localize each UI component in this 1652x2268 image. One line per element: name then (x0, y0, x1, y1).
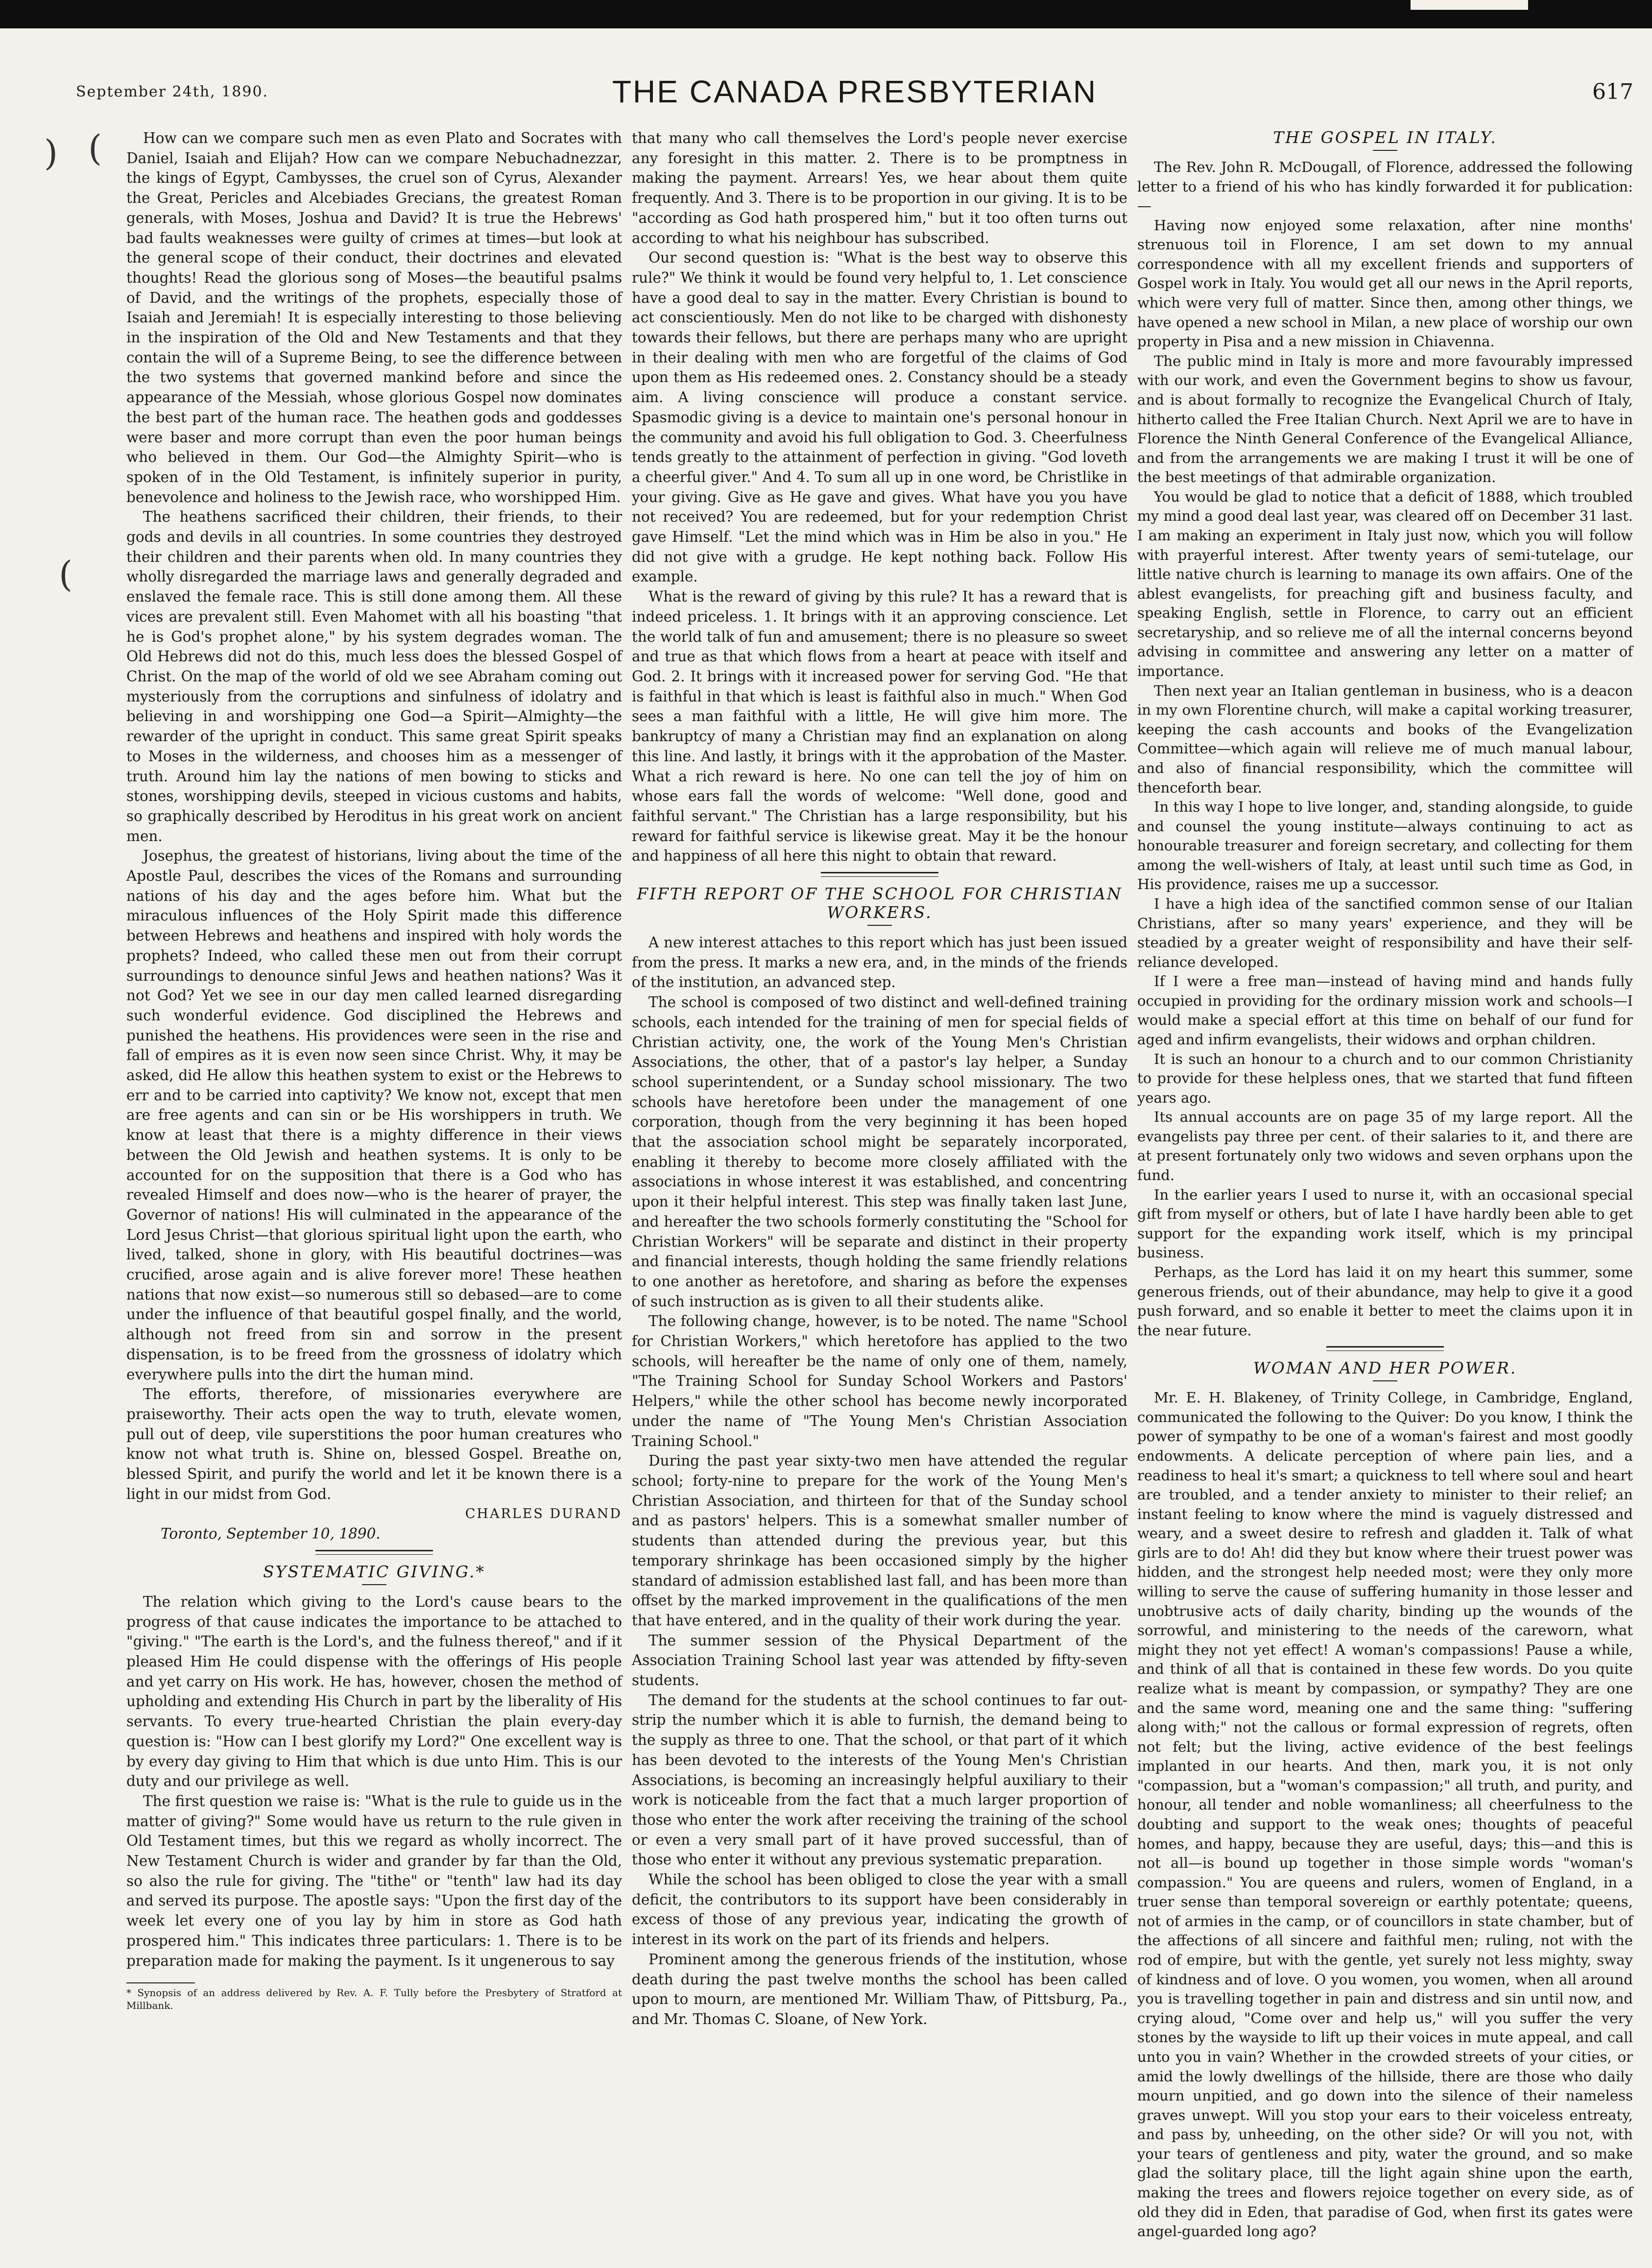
paragraph: Prominent among the generous friends of the institution, whose death during the past twelve months the school has been called upon to mourn, are mentioned Mr. William Thaw, of Pittsburg, Pa., and Mr. Thomas C. Sloane, of New York. (632, 1951, 1127, 2027)
dateline: Toronto, September 10, 1890. (161, 1525, 381, 1543)
paragraph: The heathens sacrificed their children, their friends, to their gods and devils in all countries. In some countries they destroyed their children and their parents when old. In many countries they wholly disregarded the marriage laws and generally degraded and enslaved the female race. This is still done among them. All these vices are prevalent still. Even Mahomet with all his boasting "that he is God's prophet alone," by his system degrades woman. The Old Hebrews did not do this, much less does the blessed Gospel of Christ. On the map of the world of old we see Abraham coming out mysteriously from the corruptions and sinfulness of idolatry and believing in and worshipping one God—a Spirit—Almighty—the rewarder of the upright in conduct. This same great Spirit speaks to Moses in the wilderness, and chooses him as a messenger of truth. Around him lay the nations of men bowing to sticks and stones, worshipping devils, steeped in vicious customs and habits, so graphically described by Heroditus in his great work on ancient men. (126, 508, 622, 844)
page-number: 617 (1592, 79, 1633, 104)
paragraph: The school is composed of two distinct and well-defined training schools, each intended for the training of men for special fields of Christian activity, one, the work of the Young Men's Christian Associations, the other, that of a pastor's lay helper, a Sunday school superintendent, or a Sunday school missionary. The two schools have heretofore been under the management of one corporation, though from the very beginning it has been hoped that the association school might be separately incorporated, enabling it thereby to become more closely affiliated with the associations in whose interest it was established, and concentring upon it their helpful interest. This step was finally taken last June, and hereafter the two schools formerly constituting the "School for Christian Workers" will be separate and distinct in their property and financial interests, though holding the same friendly relations to one another as heretofore, and sharing as before the expenses of such instruction as is given to all their students alike. (632, 994, 1127, 1310)
paragraph: The summer session of the Physical Department of the Association Training School last year was attended by fifty-seven students. (632, 1632, 1127, 1689)
heading-rule (362, 1584, 386, 1585)
section-divider (821, 872, 938, 877)
column-3 (1137, 128, 1633, 2242)
article-heading: SYSTEMATIC GIVING.* (263, 1562, 485, 1581)
paragraph: A new interest attaches to this report which has just been issued from the press. It marks a new era, and, in the minds of the friends of the institution, an advanced step. (632, 934, 1127, 991)
paragraph: In this way I hope to live longer, and, standing alongside, to guide and counsel the young institute—always continuing to act as honourable treasurer and foreign secretary, and collecting for them among the well-wishers of Italy, at least until such time as God, in His providence, raises me up a successor. (1137, 798, 1633, 893)
paragraph: Having now enjoyed some relaxation, after nine months' strenuous toil in Florence, I am set down to my annual correspondence with all my excellent friends and supporters of Gospel work in Italy. You would get all our news in the April reports, which were very full of matter. Since then, among other things, we have opened a new school in Milan, a new place of worship our own property in Pisa and a new mission in Chiavenna. (1137, 217, 1633, 350)
paragraph: In the earlier years I used to nurse it, with an occasional special gift from myself or others, but of late I have hardly been able to get support for the expanding work itself, which is my principal business. (1137, 1186, 1633, 1261)
paragraph: The first question we raise is: "What is the rule to guide us in the matter of giving?" Some would have us return to the rule given in Old Testament times, but this we regard as wholly incorrect. The New Testament Church is wider and grander by far than the Old, so also the rule for giving. The "tithe" or "tenth" law had its day and served its purpose. The apostle says: "Upon the first day of the week let every one of you lay by him in store as God hath prospered him." This indicates three particulars: 1. There is to be preparation made for making the payment. Is it ungenerous to say (126, 1792, 622, 1969)
heading-rule (1373, 1380, 1397, 1381)
paragraph: During the past year sixty-two men have attended the regular school; forty-nine to prepare for the work of the Young Men's Christian Association, and thirteen for that of the Sunday school and as pastors' helpers. This is a somewhat smaller number of students than attended during the previous year, but this temporary shrinkage has been occasioned simply by the higher standard of admission established last fall, and has been more than offset by the marked improvement in the qualifications of the men that have entered, and in the quality of their work during the year. (632, 1452, 1127, 1629)
paragraph: You would be glad to notice that a deficit of 1888, which troubled my mind a good deal last year, was cleared off on December 31 last. I am making an experiment in Italy just now, which you will follow with prayerful interest. After twenty years of semi-tutelage, our little native church is learning to manage its own affairs. One of the ablest evangelists, for preaching gift and business faculty, and speaking English, settle in Florence, to carry out an efficient secretaryship, and so relieve me of all the internal concerns beyond advising in committee and answering any letter on a matter of importance. (1137, 488, 1633, 680)
paragraph: While the school has been obliged to close the year with a small deficit, the contributors to its support have been considerably in excess of those of any previous year, indicating the growth of interest in its work on the part of its friends and helpers. (632, 1871, 1127, 1948)
paragraph: What is the reward of giving by this rule? It has a reward that is indeed priceless. 1. It brings with it an approving conscience. Let the world talk of fun and amusement; there is no pleasure so sweet and true as that which flows from a heart at peace with itself and God. 2. It brings with it increased power for serving God. "He that is faithful in that which is least is faithful also in much." When God sees a man faithful with a little, He will give him more. The bankruptcy of many a Christian may find an explanation on along this line. And lastly, it brings with it the approbation of the Master. What a rich reward is here. No one can tell the joy of him on whose ears fall the words of welcome: "Well done, good and faithful servant." The Christian has a large responsibility, but his reward for faithful service is likewise great. May it be the honour and happiness of all here this night to obtain that reward. (632, 588, 1127, 865)
paragraph: The efforts, therefore, of missionaries everywhere are praiseworthy. Their acts open the way to truth, elevate women, pull out of deep, vile superstitions the poor human creatures who know not what truth is. Shine on, blessed Gospel. Breathe on, blessed Spirit, and purify the world and let it be known there is a light in our midst from God. (126, 1386, 622, 1502)
issue-date: September 24th, 1890. (76, 83, 269, 100)
article-heading: FIFTH REPORT OF THE SCHOOL FOR CHRISTIAN WORKERS. (637, 884, 1123, 922)
article-heading: WOMAN AND HER POWER. (1253, 1358, 1517, 1378)
paragraph: Our second question is: "What is the best way to observe this rule?" We think it would be found very helpful to, 1. Let conscience have a good deal to say in the matter. Every Christian is bound to act conscientiously. Men do not like to be charged with dishonesty towards their fellows, but there are perhaps many who are upright in their dealing with men who are forgetful of the claims of God upon them as His redeemed ones. 2. Constancy should be a steady aim. A living conscience will produce a constant service. Spasmodic giving is a device to maintain one's personal honour in the community and avoid his full obligation to God. 3. Cheerfulness tends greatly to the attainment of perfection in giving. "God loveth a cheerful giver." And 4. To sum all up in one word, be Christlike in your giving. Give as He gave and gives. What have you you have not received? You are redeemed, but for your redemption Christ gave Himself. "Let the mind which was in Him be also in you." He did not give with a grudge. He kept nothing back. Follow His example. (632, 249, 1127, 585)
paragraph: The demand for the students at the school continues to far out-strip the number which it is able to furnish, the demand being to the supply as three to one. That the school, or that part of it which has been devoted to the interests of the Young Men's Christian Associations, is becoming an increasingly helpful auxiliary to their work is noticeable from the fact that a much larger proportion of those who enter the work after receiving the training of the school or even a very small part of it have proved successful, than of those who enter it without any previous systematic preparation. (632, 1691, 1127, 1868)
paragraph: The Rev. John R. McDougall, of Florence, addressed the following letter to a friend of his who has kindly forwarded it for publication:— (1137, 159, 1633, 215)
top-border-bar (0, 0, 1652, 28)
margin-mark: ( (59, 554, 73, 595)
paragraph: If I were a free man—instead of having mind and hands fully occupied in providing for the ordinary mission work and schools—I would make a special effort at this time on behalf of our fund for aged and infirm evangelists, their widows and orphan children. (1137, 973, 1633, 1048)
paragraph: The relation which giving to the Lord's cause bears to the progress of that cause indicates the importance to be attached to "giving." "The earth is the Lord's, and the fulness thereof," and if it pleased Him He could dispense with the offerings of His people and yet carry on His work. He has, however, chosen the method of upholding and extending His Church in part by the liberality of His servants. To every true-hearted Christian the plain every-day question is: "How can I best glorify my Lord?" One excellent way is by every day giving to Him that which is due unto Him. This is our duty and our privilege as well. (126, 1593, 622, 1790)
paragraph: How can we compare such men as even Plato and Socrates with Daniel, Isaiah and Elijah? How can we compare Nebuchadnezzar, the kings of Egypt, Cambysses, the cruel son of Cyrus, Alexander the Great, Pericles and Alcebiades Grecians, the greatest Roman generals, with Moses, Joshua and David? It is true the Hebrews' bad faults weaknesses were guilty of crimes at times—but look at the general scope of their conduct, their doctrines and elevated thoughts! Read the glorious song of Moses—the beautiful psalms of David, and the writings of the prophets, especially those of Isaiah and Jeremiah! It is especially interesting to those believing in the inspiration of the Old and New Testaments and that they contain the will of a Supreme Being, to see the difference between the two systems that governed mankind before and since the appearance of the Messiah, whose glorious Gospel now dominates the best part of the human race. The heathen gods and goddesses were baser and more corrupt than even the poor human beings who believed in them. Our God—the Almighty Spirit—who is spoken of in the Old Testament, is infinitely superior in purity, benevolence and holiness to the Jewish race, who worshipped Him. (126, 130, 622, 506)
heading-rule (867, 925, 892, 926)
page-header (76, 73, 1633, 113)
paragraph: I have a high idea of the sanctified common sense of our Italian Christians, after so many years' experience, and they will be steadied by a greater weight of responsibility and have their self-reliance developed. (1137, 895, 1633, 970)
paragraph: The public mind in Italy is more and more favourably impressed with our work, and even the Government begins to show us favour, and is about formally to recognize the Evangelical Church of Italy, hitherto called the Free Italian Church. Next April we are to have in Florence the Ninth General Conference of the Evangelical Alliance, and from the arrangements we are making I trust it will be one of the best meetings of that admirable organization. (1137, 352, 1633, 486)
column-1 (126, 128, 622, 2012)
paragraph: Its annual accounts are on page 35 of my large report. All the evangelists pay three per cent. of their salaries to it, and there are at present fortunately only two widows and seven orphans upon the fund. (1137, 1109, 1633, 1184)
margin-mark: ( (88, 127, 102, 169)
signature: CHARLES DURAND (465, 1506, 622, 1521)
paragraph: It is such an honour to a church and to our common Christianity to provide for these helpless ones, that we started that fund fifteen years ago. (1137, 1050, 1633, 1106)
paragraph: Perhaps, as the Lord has laid it on my heart this summer, some generous friends, out of their abundance, may help to give it a good push forward, and so enable it better to meet the claims upon it in the near future. (1137, 1263, 1633, 1339)
top-border-gap (1411, 0, 1528, 10)
paragraph: Then next year an Italian gentleman in business, who is a deacon in my own Florentine church, will make a capital working treasurer, keeping the cash accounts and books of the Evangelization Committee—which again will relieve me of much manual labour, and also of financial responsibility, which the committee will thenceforth bear. (1137, 682, 1633, 796)
column-2 (632, 128, 1127, 2029)
paragraph: that many who call themselves the Lord's people never exercise any foresight in this matter. 2. There is to be promptness in making the payment. Arrears! Yes, we hear about them quite frequently. And 3. There is to be proportion in our giving. It is to be "according as God hath prospered him," but it too often turns out according to what his neighbour has subscribed. (632, 130, 1127, 246)
margin-mark: ) (44, 132, 58, 173)
newspaper-title: THE CANADA PRESBYTERIAN (612, 74, 1098, 109)
paragraph: Mr. E. H. Blakeney, of Trinity College, in Cambridge, England, communicated the following to the Quiver: Do you know, I think the power of sympathy to be one of a woman's fairest and most goodly endowments. A delicate perception of where pain lies, and a readiness to heal it's smart; a quickness to tell where soul and heart are troubled, and a tender anxiety to minister to their relief; an instant feeling to know where the mind is vaguely distressed and weary, and a sweet desire to refresh and gladden it. Talk of what girls are to do! Ah! did they but know where their truest power was hidden, and the strongest help needed most; were they only more willing to serve the cause of suffering humanity in those lesser and unobtrusive acts of daily charity, binding up the wounds of the sorrowful, and ministering to the needs of the careworn, what might they not yet effect! A woman's compassions! Pause a while, and think of all that is contained in these few words. Do you quite realize what is meant by compassion, or sympathy? They are one and the same word, meaning one and the same thing: "suffering along with;" not the callous or formal expression of regrets, often not felt; but the living, active evidence of the best feelings implanted in our hearts. And then, mark you, it is not only "compassion, but a "woman's compassion;" all truth, and purity, and honour, all tender and noble womanliness; all cheerfulness to the doubting and support to the weak ones; thoughts of peaceful homes, and happy, because they are useful, days; this—and this is not all—is bound up together in those simple words "woman's compassion." You are queens and rulers, women of England, in a truer sense than temporal sovereign or earthly potentate; queens, not of armies in the camp, or of councillors in state chamber, but of the affections of all sincere and faithful men; ruling, not with the rod of empire, but with the gentle, yet surely not less mighty, sway of kindness and of love. O you women, you women, when all around you is travelling together in pain and distress and sin until now, and crying aloud, "Come over and help us," will you suffer the very stones by the wayside to lift up their voices in mute appeal, and call unto you in vain? Whether in the crowded streets of your cities, or amid the lowly dwellings of the hillside, there are those who daily mourn unpitied, and go down into the silence of their nameless graves unwept. Will you stop your ears to their voiceless entreaty, and pass by, unheeding, on the other side? Or will you not, with your tears of gentleness and pity, water the ground, and so make glad the solitary place, till the light again shine upon the earth, making the trees and flowers rejoice together on every side, as of old they did in Eden, that paradise of God, when first its gates were angel-guarded long ago? (1137, 1389, 1633, 2240)
paragraph: The following change, however, is to be noted. The name "School for Christian Workers," which heretofore has applied to the two schools, will hereafter be the name of only one of them, namely, "The Training School for Sunday School Workers and Pastors' Helpers," while the other school has become newly incorporated under the name of "The Young Men's Christian Association Training School." (632, 1313, 1127, 1449)
footnote: * Synopsis of an address delivered by Rev. A. F. Tully before the Presbytery of Stratford at Millbank. (126, 1987, 622, 2012)
heading-rule (1373, 150, 1397, 151)
section-divider (1326, 1346, 1444, 1351)
footnote-rule (126, 1982, 195, 1983)
section-divider (315, 1550, 433, 1555)
article-heading: THE GOSPEL IN ITALY. (1273, 128, 1497, 147)
paragraph: Josephus, the greatest of historians, living about the time of the Apostle Paul, describes the vices of the Romans and surrounding nations of his day and the ages before him. What but the miraculous influences of the Holy Spirit made this difference between Hebrews and heathens and inspired with holy words the prophets? Indeed, who called these men out from their corrupt surroundings to denounce sinful Jews and heathen nations? Was it not God? Yet we see in our day men called learned disregarding such wonderful evidence. God disciplined the Hebrews and punished the heathens. His providences were seen in the rise and fall of empires as it is even now seen since Christ. Why, it may be asked, did He allow this heathen system to exist or the Hebrews to err and to be carried into captivity? We know not, except that men are free agents and can sin or be His worshippers in truth. We know at least that there is a mighty difference in their views between the Old Jewish and heathen systems. It is only to be accounted for on the supposition that there is a God who has revealed Himself and does now—who is the hearer of prayer, the Governor of nations! His will culminated in the appearance of the Lord Jesus Christ—that glorious spiritual light upon the earth, who lived, talked, shone in glory, with His beautiful doctrines—was crucified, arose again and is alive forever more! These heathen nations that now exist—so numerous still so debased—are to come under the influence of that beautiful gospel finally, and the world, although not freed from sin and sorrow in the present dispensation, is to be freed from the grossness of idolatry which everywhere pulls into the dirt the human mind. (126, 847, 622, 1383)
